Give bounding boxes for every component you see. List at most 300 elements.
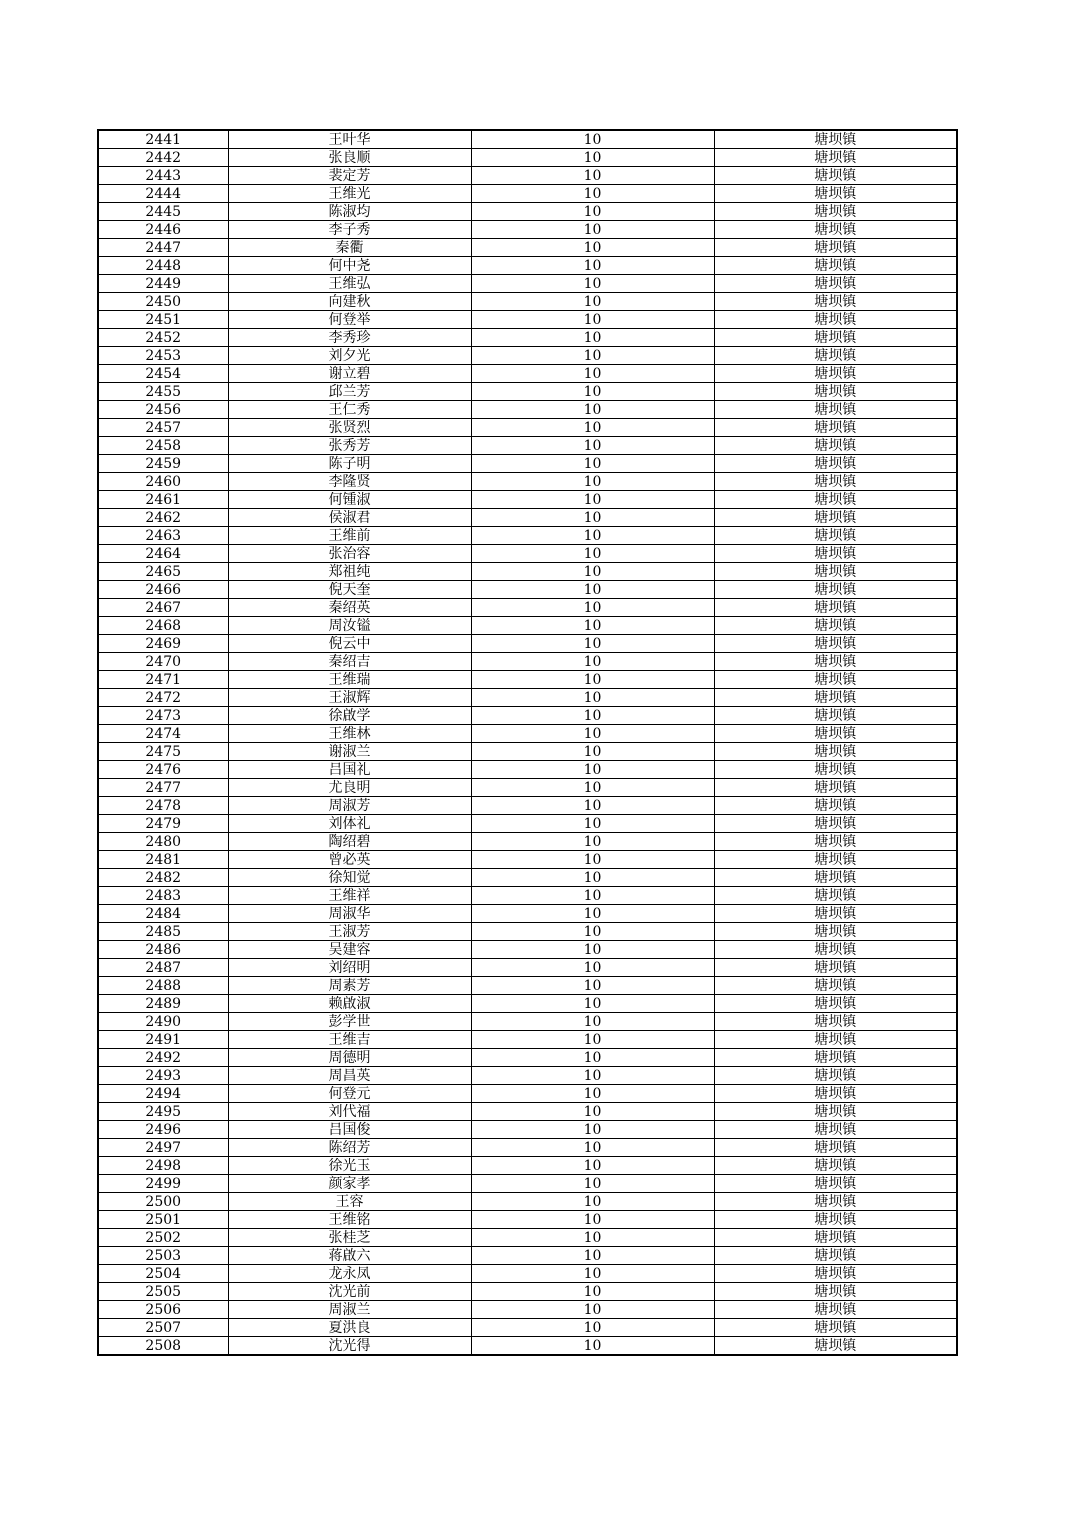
cell-amount: 10 [471, 1049, 714, 1067]
cell-number: 2506 [98, 1301, 228, 1319]
cell-town: 塘坝镇 [714, 725, 957, 743]
cell-amount: 10 [471, 275, 714, 293]
cell-name: 谢立碧 [228, 365, 471, 383]
cell-amount: 10 [471, 1139, 714, 1157]
cell-name: 裴定芳 [228, 167, 471, 185]
cell-name: 曾必英 [228, 851, 471, 869]
cell-number: 2472 [98, 689, 228, 707]
table-row [98, 977, 957, 995]
cell-amount: 10 [471, 257, 714, 275]
cell-amount: 10 [471, 725, 714, 743]
cell-number: 2481 [98, 851, 228, 869]
table-row [98, 329, 957, 347]
cell-number: 2448 [98, 257, 228, 275]
cell-number: 2463 [98, 527, 228, 545]
cell-town: 塘坝镇 [714, 1283, 957, 1301]
cell-name: 王维铭 [228, 1211, 471, 1229]
table-row [98, 959, 957, 977]
cell-amount: 10 [471, 833, 714, 851]
cell-town: 塘坝镇 [714, 905, 957, 923]
cell-number: 2496 [98, 1121, 228, 1139]
cell-number: 2494 [98, 1085, 228, 1103]
cell-name: 周淑兰 [228, 1301, 471, 1319]
cell-town: 塘坝镇 [714, 1103, 957, 1121]
cell-number: 2484 [98, 905, 228, 923]
cell-name: 周淑华 [228, 905, 471, 923]
cell-town: 塘坝镇 [714, 617, 957, 635]
cell-number: 2475 [98, 743, 228, 761]
cell-town: 塘坝镇 [714, 221, 957, 239]
cell-number: 2487 [98, 959, 228, 977]
cell-name: 李隆贤 [228, 473, 471, 491]
cell-amount: 10 [471, 941, 714, 959]
cell-name: 何锺淑 [228, 491, 471, 509]
cell-amount: 10 [471, 239, 714, 257]
table-row [98, 833, 957, 851]
cell-name: 王叶华 [228, 130, 471, 149]
cell-number: 2449 [98, 275, 228, 293]
cell-amount: 10 [471, 1031, 714, 1049]
cell-number: 2499 [98, 1175, 228, 1193]
table-row [98, 167, 957, 185]
cell-name: 蒋啟六 [228, 1247, 471, 1265]
cell-amount: 10 [471, 815, 714, 833]
cell-number: 2504 [98, 1265, 228, 1283]
table-row [98, 905, 957, 923]
cell-town: 塘坝镇 [714, 203, 957, 221]
cell-town: 塘坝镇 [714, 689, 957, 707]
cell-town: 塘坝镇 [714, 1229, 957, 1247]
table-row [98, 1337, 957, 1356]
table-row [98, 635, 957, 653]
cell-town: 塘坝镇 [714, 1157, 957, 1175]
table-row [98, 671, 957, 689]
cell-number: 2474 [98, 725, 228, 743]
cell-number: 2465 [98, 563, 228, 581]
cell-number: 2502 [98, 1229, 228, 1247]
cell-name: 徐知觉 [228, 869, 471, 887]
table-row [98, 1229, 957, 1247]
cell-name: 王维瑞 [228, 671, 471, 689]
cell-number: 2485 [98, 923, 228, 941]
cell-amount: 10 [471, 509, 714, 527]
cell-amount: 10 [471, 707, 714, 725]
table-row [98, 275, 957, 293]
table-row [98, 311, 957, 329]
cell-amount: 10 [471, 797, 714, 815]
cell-town: 塘坝镇 [714, 1031, 957, 1049]
cell-town: 塘坝镇 [714, 239, 957, 257]
data-table [97, 129, 958, 1356]
cell-town: 塘坝镇 [714, 779, 957, 797]
cell-name: 谢淑兰 [228, 743, 471, 761]
cell-name: 倪云中 [228, 635, 471, 653]
cell-amount: 10 [471, 1283, 714, 1301]
cell-number: 2508 [98, 1337, 228, 1356]
cell-amount: 10 [471, 743, 714, 761]
cell-name: 李秀珍 [228, 329, 471, 347]
cell-number: 2478 [98, 797, 228, 815]
cell-name: 张桂芝 [228, 1229, 471, 1247]
table-row [98, 221, 957, 239]
table-body [98, 130, 957, 1355]
table-row [98, 257, 957, 275]
cell-number: 2444 [98, 185, 228, 203]
cell-name: 刘体礼 [228, 815, 471, 833]
table-row [98, 383, 957, 401]
cell-amount: 10 [471, 1211, 714, 1229]
cell-name: 王仁秀 [228, 401, 471, 419]
cell-town: 塘坝镇 [714, 149, 957, 167]
cell-number: 2458 [98, 437, 228, 455]
cell-town: 塘坝镇 [714, 473, 957, 491]
cell-town: 塘坝镇 [714, 1193, 957, 1211]
cell-amount: 10 [471, 365, 714, 383]
table-row [98, 473, 957, 491]
cell-name: 郑祖纯 [228, 563, 471, 581]
table-row [98, 851, 957, 869]
cell-name: 何中尧 [228, 257, 471, 275]
cell-name: 刘代福 [228, 1103, 471, 1121]
table-row [98, 707, 957, 725]
table-row [98, 617, 957, 635]
cell-number: 2498 [98, 1157, 228, 1175]
table-row [98, 239, 957, 257]
cell-number: 2476 [98, 761, 228, 779]
cell-number: 2462 [98, 509, 228, 527]
table-row [98, 1049, 957, 1067]
cell-amount: 10 [471, 167, 714, 185]
cell-town: 塘坝镇 [714, 581, 957, 599]
cell-amount: 10 [471, 293, 714, 311]
cell-amount: 10 [471, 995, 714, 1013]
cell-amount: 10 [471, 617, 714, 635]
cell-number: 2477 [98, 779, 228, 797]
cell-number: 2491 [98, 1031, 228, 1049]
cell-amount: 10 [471, 1229, 714, 1247]
cell-number: 2467 [98, 599, 228, 617]
cell-town: 塘坝镇 [714, 1265, 957, 1283]
cell-number: 2441 [98, 130, 228, 149]
cell-amount: 10 [471, 563, 714, 581]
cell-amount: 10 [471, 1085, 714, 1103]
cell-name: 吕国礼 [228, 761, 471, 779]
table-row [98, 1139, 957, 1157]
cell-town: 塘坝镇 [714, 833, 957, 851]
table-row [98, 1103, 957, 1121]
table-row [98, 797, 957, 815]
cell-name: 秦绍吉 [228, 653, 471, 671]
cell-town: 塘坝镇 [714, 707, 957, 725]
cell-number: 2501 [98, 1211, 228, 1229]
cell-name: 侯淑君 [228, 509, 471, 527]
cell-name: 张贤烈 [228, 419, 471, 437]
cell-name: 刘夕光 [228, 347, 471, 365]
cell-name: 龙永凤 [228, 1265, 471, 1283]
cell-name: 吴建容 [228, 941, 471, 959]
table-row [98, 1121, 957, 1139]
table-row [98, 815, 957, 833]
table-row [98, 653, 957, 671]
table-row [98, 401, 957, 419]
cell-name: 刘绍明 [228, 959, 471, 977]
table-row [98, 130, 957, 149]
cell-number: 2466 [98, 581, 228, 599]
cell-name: 秦绍英 [228, 599, 471, 617]
cell-number: 2451 [98, 311, 228, 329]
cell-number: 2505 [98, 1283, 228, 1301]
cell-number: 2446 [98, 221, 228, 239]
table-row [98, 869, 957, 887]
cell-amount: 10 [471, 329, 714, 347]
cell-amount: 10 [471, 455, 714, 473]
table-row [98, 941, 957, 959]
cell-amount: 10 [471, 1301, 714, 1319]
cell-amount: 10 [471, 959, 714, 977]
cell-number: 2503 [98, 1247, 228, 1265]
cell-amount: 10 [471, 851, 714, 869]
cell-town: 塘坝镇 [714, 1247, 957, 1265]
cell-name: 何登举 [228, 311, 471, 329]
cell-amount: 10 [471, 1103, 714, 1121]
cell-amount: 10 [471, 689, 714, 707]
cell-number: 2479 [98, 815, 228, 833]
cell-name: 王维光 [228, 185, 471, 203]
cell-name: 秦衢 [228, 239, 471, 257]
cell-town: 塘坝镇 [714, 1301, 957, 1319]
cell-town: 塘坝镇 [714, 743, 957, 761]
cell-town: 塘坝镇 [714, 1319, 957, 1337]
cell-amount: 10 [471, 401, 714, 419]
cell-number: 2488 [98, 977, 228, 995]
cell-number: 2452 [98, 329, 228, 347]
cell-name: 倪天奎 [228, 581, 471, 599]
table-row [98, 779, 957, 797]
cell-amount: 10 [471, 581, 714, 599]
cell-number: 2460 [98, 473, 228, 491]
cell-name: 颜家孝 [228, 1175, 471, 1193]
cell-amount: 10 [471, 599, 714, 617]
cell-amount: 10 [471, 1175, 714, 1193]
cell-town: 塘坝镇 [714, 455, 957, 473]
cell-town: 塘坝镇 [714, 995, 957, 1013]
table-row [98, 1193, 957, 1211]
cell-town: 塘坝镇 [714, 383, 957, 401]
cell-amount: 10 [471, 1265, 714, 1283]
cell-number: 2470 [98, 653, 228, 671]
cell-town: 塘坝镇 [714, 329, 957, 347]
cell-number: 2483 [98, 887, 228, 905]
table-row [98, 689, 957, 707]
table-row [98, 1301, 957, 1319]
cell-name: 彭学世 [228, 1013, 471, 1031]
cell-town: 塘坝镇 [714, 941, 957, 959]
cell-town: 塘坝镇 [714, 887, 957, 905]
cell-name: 王维弘 [228, 275, 471, 293]
cell-number: 2464 [98, 545, 228, 563]
cell-amount: 10 [471, 203, 714, 221]
cell-name: 周淑芳 [228, 797, 471, 815]
cell-town: 塘坝镇 [714, 545, 957, 563]
cell-town: 塘坝镇 [714, 815, 957, 833]
table-row [98, 1175, 957, 1193]
cell-name: 王维林 [228, 725, 471, 743]
cell-town: 塘坝镇 [714, 635, 957, 653]
cell-amount: 10 [471, 130, 714, 149]
cell-name: 陶绍碧 [228, 833, 471, 851]
cell-name: 何登元 [228, 1085, 471, 1103]
cell-town: 塘坝镇 [714, 419, 957, 437]
cell-amount: 10 [471, 149, 714, 167]
cell-number: 2455 [98, 383, 228, 401]
cell-amount: 10 [471, 1193, 714, 1211]
cell-town: 塘坝镇 [714, 1049, 957, 1067]
cell-name: 王容 [228, 1193, 471, 1211]
cell-name: 王维祥 [228, 887, 471, 905]
cell-town: 塘坝镇 [714, 491, 957, 509]
cell-number: 2457 [98, 419, 228, 437]
cell-amount: 10 [471, 545, 714, 563]
cell-number: 2500 [98, 1193, 228, 1211]
cell-amount: 10 [471, 473, 714, 491]
cell-town: 塘坝镇 [714, 365, 957, 383]
cell-number: 2471 [98, 671, 228, 689]
cell-number: 2482 [98, 869, 228, 887]
cell-town: 塘坝镇 [714, 653, 957, 671]
cell-name: 赖啟淑 [228, 995, 471, 1013]
cell-name: 邱兰芳 [228, 383, 471, 401]
cell-amount: 10 [471, 653, 714, 671]
cell-name: 王淑辉 [228, 689, 471, 707]
cell-town: 塘坝镇 [714, 1175, 957, 1193]
cell-name: 吕国俊 [228, 1121, 471, 1139]
cell-town: 塘坝镇 [714, 1337, 957, 1356]
cell-town: 塘坝镇 [714, 1013, 957, 1031]
cell-number: 2469 [98, 635, 228, 653]
cell-amount: 10 [471, 671, 714, 689]
cell-name: 向建秋 [228, 293, 471, 311]
cell-town: 塘坝镇 [714, 293, 957, 311]
cell-name: 沈光得 [228, 1337, 471, 1356]
table-row [98, 437, 957, 455]
cell-name: 王淑芳 [228, 923, 471, 941]
cell-town: 塘坝镇 [714, 311, 957, 329]
table-row [98, 1067, 957, 1085]
cell-number: 2456 [98, 401, 228, 419]
cell-town: 塘坝镇 [714, 563, 957, 581]
cell-number: 2461 [98, 491, 228, 509]
cell-amount: 10 [471, 311, 714, 329]
cell-name: 陈绍芳 [228, 1139, 471, 1157]
cell-town: 塘坝镇 [714, 959, 957, 977]
cell-town: 塘坝镇 [714, 1121, 957, 1139]
table-row [98, 725, 957, 743]
cell-town: 塘坝镇 [714, 1211, 957, 1229]
cell-town: 塘坝镇 [714, 401, 957, 419]
table-row [98, 1157, 957, 1175]
cell-town: 塘坝镇 [714, 185, 957, 203]
cell-number: 2492 [98, 1049, 228, 1067]
cell-town: 塘坝镇 [714, 275, 957, 293]
cell-town: 塘坝镇 [714, 671, 957, 689]
cell-number: 2507 [98, 1319, 228, 1337]
table-row [98, 599, 957, 617]
cell-amount: 10 [471, 527, 714, 545]
cell-amount: 10 [471, 491, 714, 509]
table-row [98, 563, 957, 581]
cell-town: 塘坝镇 [714, 509, 957, 527]
cell-town: 塘坝镇 [714, 977, 957, 995]
cell-number: 2489 [98, 995, 228, 1013]
table-row [98, 923, 957, 941]
cell-number: 2443 [98, 167, 228, 185]
table-row [98, 1013, 957, 1031]
table-row [98, 743, 957, 761]
table-row [98, 545, 957, 563]
cell-number: 2486 [98, 941, 228, 959]
cell-name: 张治容 [228, 545, 471, 563]
table-row [98, 1247, 957, 1265]
table-row [98, 887, 957, 905]
cell-number: 2453 [98, 347, 228, 365]
cell-number: 2459 [98, 455, 228, 473]
cell-number: 2442 [98, 149, 228, 167]
cell-name: 王维吉 [228, 1031, 471, 1049]
cell-amount: 10 [471, 185, 714, 203]
cell-name: 徐啟学 [228, 707, 471, 725]
cell-amount: 10 [471, 905, 714, 923]
cell-number: 2480 [98, 833, 228, 851]
cell-town: 塘坝镇 [714, 167, 957, 185]
cell-amount: 10 [471, 977, 714, 995]
cell-town: 塘坝镇 [714, 130, 957, 149]
cell-amount: 10 [471, 887, 714, 905]
cell-name: 周德明 [228, 1049, 471, 1067]
cell-amount: 10 [471, 419, 714, 437]
cell-number: 2468 [98, 617, 228, 635]
table-row [98, 581, 957, 599]
cell-name: 沈光前 [228, 1283, 471, 1301]
cell-name: 张良顺 [228, 149, 471, 167]
table-row [98, 1211, 957, 1229]
cell-town: 塘坝镇 [714, 527, 957, 545]
table-row [98, 419, 957, 437]
cell-town: 塘坝镇 [714, 761, 957, 779]
cell-name: 尤良明 [228, 779, 471, 797]
cell-amount: 10 [471, 779, 714, 797]
cell-amount: 10 [471, 1247, 714, 1265]
cell-amount: 10 [471, 383, 714, 401]
cell-town: 塘坝镇 [714, 1139, 957, 1157]
table-row [98, 149, 957, 167]
cell-number: 2493 [98, 1067, 228, 1085]
cell-name: 周昌英 [228, 1067, 471, 1085]
cell-name: 王维前 [228, 527, 471, 545]
cell-town: 塘坝镇 [714, 257, 957, 275]
table-row [98, 527, 957, 545]
cell-number: 2445 [98, 203, 228, 221]
table-row [98, 185, 957, 203]
cell-number: 2450 [98, 293, 228, 311]
cell-name: 李子秀 [228, 221, 471, 239]
cell-amount: 10 [471, 869, 714, 887]
cell-amount: 10 [471, 1319, 714, 1337]
table-row [98, 203, 957, 221]
table-row [98, 365, 957, 383]
table-row [98, 455, 957, 473]
cell-number: 2490 [98, 1013, 228, 1031]
cell-town: 塘坝镇 [714, 347, 957, 365]
